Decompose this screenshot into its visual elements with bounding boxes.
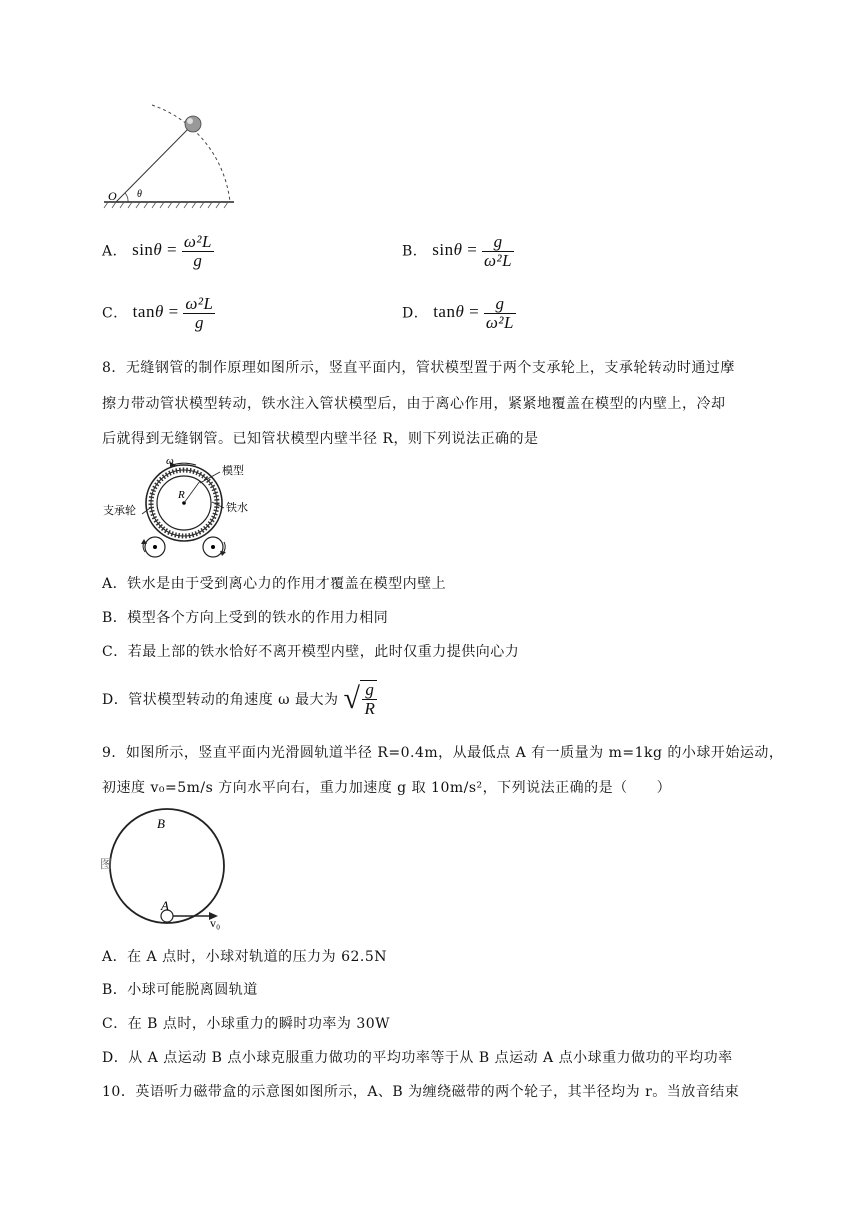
q8-option-a[interactable]: A．铁水是由于受到离心力的作用才覆盖在模型内壁上 [102,576,447,592]
q8-option-d[interactable]: D．管状模型转动的角速度 ω 最大为 √ $\frac{g}{R}$ [102,680,376,718]
q9-label-A: A [161,898,169,913]
q8-stem-line1: 8．无缝钢管的制作原理如图所示，竖直平面内，管状模型置于两个支承轮上，支承轮转动时通过摩 [102,360,735,376]
q9-stem-line2: 初速度 v₀=5m/s 方向水平向右，重力加速度 g 取 10m/s²，下列说法正确的是（ ） [102,780,672,796]
q7-option-d[interactable]: D． tanθ = $\frac{g}{\text{ω²L}}$ [402,294,514,332]
q7-option-b[interactable]: B． sinθ = $\frac{g}{\text{ω²L}}$ [402,232,513,270]
q8-option-d-text: D．管状模型转动的角速度 ω 最大为 [102,691,339,708]
q7-label-theta: θ [137,189,142,200]
q10-stem-line1: 10．英语听力磁带盒的示意图如图所示，A、B 为缠绕磁带的两个轮子，其半径均为 r。当放音结束 [102,1084,740,1100]
q9-label-v0: v₀ [210,916,221,930]
q9-option-c[interactable]: C．在 B 点时，小球重力的瞬时功率为 30W [102,1016,391,1032]
q9-circular-track-figure [100,806,260,932]
q8-label-iron: 铁水 [226,502,248,514]
q8-option-b[interactable]: B．模型各个方向上受到的铁水的作用力相同 [102,610,389,626]
q9-stem-line1: 9．如图所示，竖直平面内光滑圆轨道半径 R=0.4m，从最低点 A 有一质量为 m=1kg 的小球开始运动， [102,745,784,761]
q8-label-R: R [178,489,185,501]
q9-label-B: B [157,816,165,831]
q7-pendulum-figure [100,100,240,212]
q8-label-model: 模型 [222,465,244,477]
q8-label-omega: ω [166,458,174,467]
q9-option-d[interactable]: D．从 A 点运动 B 点小球克服重力做功的平均功率等于从 B 点运动 A 点小球重力做功的平均功率 [102,1050,733,1066]
q9-side-mark: 图 [100,857,113,871]
q8-stem-line3: 后就得到无缝钢管。已知管状模型内壁半径 R，则下列说法正确的是 [102,431,539,447]
q9-option-a[interactable]: A．在 A 点时，小球对轨道的压力为 62.5N [102,949,387,965]
q8-stem-line2: 擦力带动管状模型转动，铁水注入管状模型后，由于离心作用，紧紧地覆盖在模型的内壁上，冷却 [102,396,726,412]
q7-option-c[interactable]: C． tanθ = $\frac{\text{ω²L}}{g}$ [102,294,214,332]
q8-pipe-casting-figure [100,458,260,558]
q7-label-O: O [108,189,117,203]
q9-option-b[interactable]: B．小球可能脱离圆轨道 [102,982,258,998]
q7-option-a[interactable]: A． sinθ = $\frac{\text{ω²L}}{g}$ [102,232,212,270]
q8-label-wheel: 支承轮 [103,505,136,517]
q8-option-c[interactable]: C．若最上部的铁水恰好不离开模型内壁，此时仅重力提供向心力 [102,644,520,660]
